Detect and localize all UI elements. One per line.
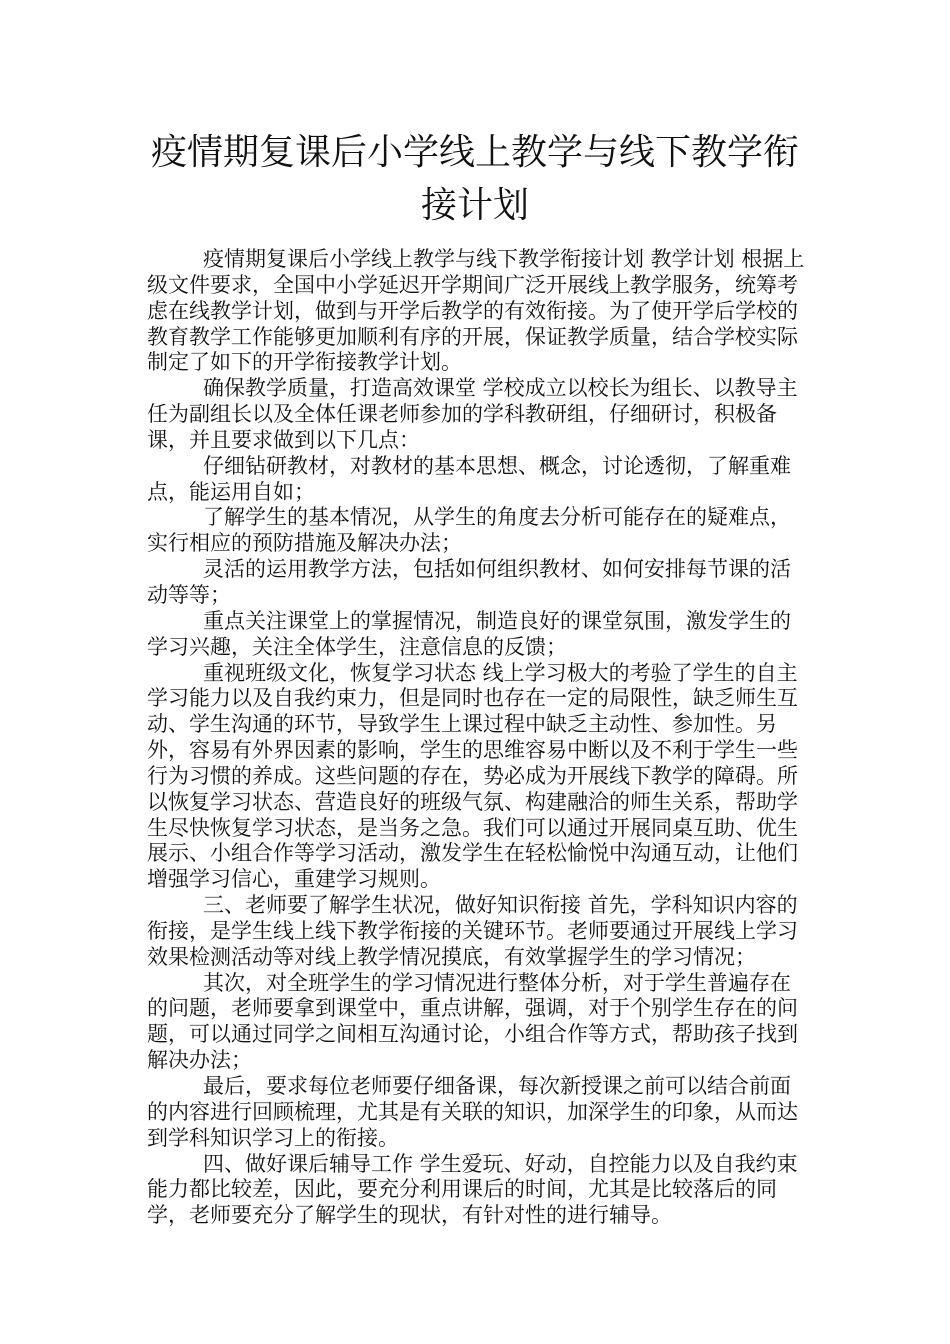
paragraph-after-class-tutoring: 四、做好课后辅导工作 学生爱玩、好动，自控能力以及自我约束能力都比较差，因此，要充分利用课后的时间，尤其是比较落后的同学，老师要充分了解学生的现状，有针对性的进行辅导。 [147, 1151, 798, 1228]
paragraph-class-culture: 重视班级文化，恢复学习状态 线上学习极大的考验了学生的自主学习能力以及自我约束力，但是同时也存在一定的局限性，缺乏师生互动、学生沟通的环节，导致学生上课过程中缺乏主动性、参加性。另外，容易有外界因素的影响，学生的思维容易中断以及不利于学生一些行为习惯的养成。这些问题的存在，势必成为开展线下教学的障碍。所以恢复学习状态、营造良好的班级气氛、构建融洽的师生关系，帮助学生尽快恢复学习状态，是当务之急。我们可以通过开展同桌互助、优生展示、小组合作等学习活动，激发学生在轻松愉悦中沟通互动，让他们增强学习信心，重建学习规则。 [147, 660, 798, 892]
paragraph-study-materials: 仔细钻研教材，对教材的基本思想、概念，讨论透彻，了解重难点，能运用自如； [147, 453, 791, 504]
paragraph-analysis: 其次，对全班学生的学习情况进行整体分析，对于学生普遍存在的问题，老师要拿到课堂中，重点讲解，强调，对于个别学生存在的问题，可以通过同学之间相互沟通讨论，小组合作等方式，帮助孩子找到解决办法； [147, 970, 798, 1073]
paragraph-understand-students: 了解学生的基本情况，从学生的角度去分析可能存在的疑难点，实行相应的预防措施及解决办法； [147, 505, 791, 556]
paragraph-intro: 疫情期复课后小学线上教学与线下教学衔接计划 教学计划 根据上级文件要求，全国中小学延迟开学期间广泛开展线上教学服务，统筹考虑在线教学计划，做到与开学后教学的有效衔接。为了使开学后学校的教育教学工作能够更加顺利有序的开展，保证教学质量，结合学校实际制定了如下的开学衔接教学计划。 [147, 247, 805, 375]
document-title: 疫情期复课后小学线上教学与线下教学衔接计划 [150, 132, 799, 226]
paragraph-classroom-focus: 重点关注课堂上的掌握情况，制造良好的课堂氛围，激发学生的学习兴趣，关注全体学生，注意信息的反馈； [147, 608, 791, 659]
paragraph-lesson-prep: 最后，要求每位老师要仔细备课，每次新授课之前可以结合前面的内容进行回顾梳理，尤其是有关联的知识，加深学生的印象，从而达到学科知识学习上的衔接。 [147, 1074, 798, 1150]
paragraph-teaching-methods: 灵活的运用教学方法，包括如何组织教材、如何安排每节课的活动等等； [147, 557, 791, 607]
document-body [147, 247, 807, 1229]
paragraph-teaching-quality: 确保教学质量，打造高效课堂 学校成立以校长为组长、以教导主任为副组长以及全体任课老师参加的学科教研组，仔细研讨，积极备课，并且要求做到以下几点： [147, 376, 798, 452]
paragraph-knowledge-bridging: 三、老师要了解学生状况，做好知识衔接 首先，学科知识内容的衔接，是学生线上线下教学衔接的关键环节。老师要通过开展线上学习效果检测活动等对线上教学情况摸底，有效掌握学生的学习情况； [147, 893, 798, 969]
